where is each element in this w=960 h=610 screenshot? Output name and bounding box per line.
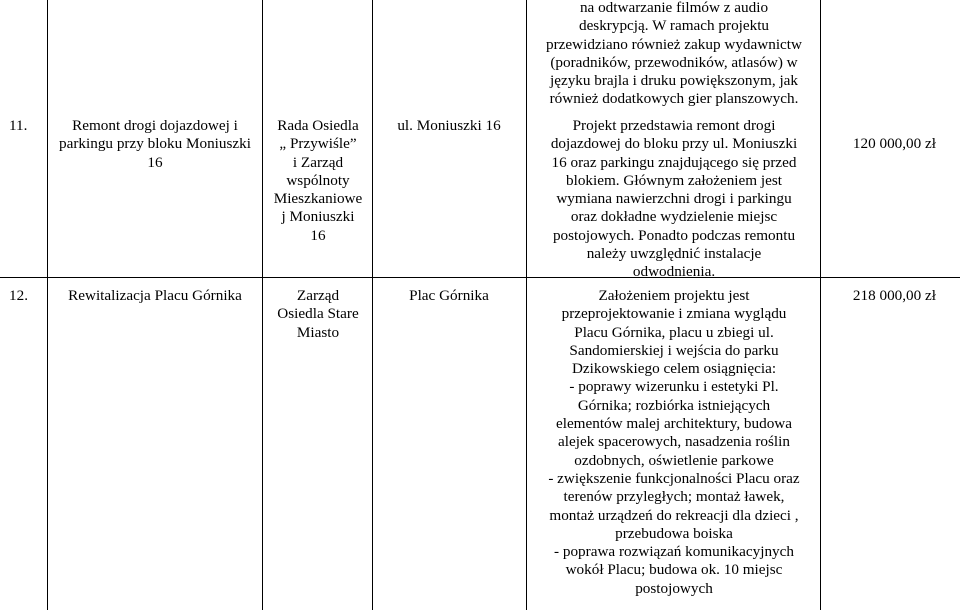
row-number: 11. bbox=[9, 117, 28, 134]
col-divider-applicant bbox=[372, 0, 373, 610]
project-description: Projekt przedstawia remont drogi dojazdowej do bloku przy ul. Moniuszki 16 oraz parkingu znajdującego się przed blokiem. Głównym założeniem jest wymiana nawierzchni drogi i parkingu oraz dokładne wydzielenie miejsc postojowych. Ponadto podczas remontu należy uwzględnić instalacje odwodnienia. bbox=[550, 117, 798, 281]
col-divider-location bbox=[526, 0, 527, 610]
project-title: Rewitalizacja Placu Górnika bbox=[68, 287, 242, 304]
applicant: Zarząd Osiedla Stare Miasto bbox=[277, 287, 359, 341]
project-cost: 120 000,00 zł bbox=[852, 135, 936, 152]
location: Plac Górnika bbox=[409, 287, 489, 304]
row-number: 12. bbox=[9, 287, 28, 304]
project-description: Założeniem projektu jest przeprojektowanie i zmiana wyglądu Placu Górnika, placu u zbiegi ul. Sandomierskiej i wejścia do parku Dzikowskiego celem osiągnięcia: - poprawy wizerunku i estetyki Pl. Górnika; rozbiórka istniejących elementów malej architektury, budowa alejek spacerowych, nasadzenia roślin ozdobnych, oświetlenie parkowe - zwiększenie funkcjonalności Placu oraz terenów przyległych; montaż ławek, montaż urządzeń do rekreacji dla dzieci , przebudowa boiska - poprawa rozwiązań komunikacyjnych wokół Placu; budowa ok. 10 miejsc postojowych bbox=[548, 287, 800, 597]
col-divider-title bbox=[262, 0, 263, 610]
applicant: Rada Osiedla „ Przywiśle” i Zarząd wspólnoty Mieszkaniowe j Moniuszki 16 bbox=[273, 117, 363, 244]
col-divider-description bbox=[820, 0, 821, 610]
project-title: Remont drogi dojazdowej i parkingu przy bloku Moniuszki 16 bbox=[59, 117, 251, 171]
location: ul. Moniuszki 16 bbox=[397, 117, 501, 134]
project-cost: 218 000,00 zł bbox=[852, 287, 936, 304]
continued-description: na odtwarzanie filmów z audio deskrypcją. W ramach projektu przewidziano również zakup wydawnictw (poradników, przewodników, atlasów) w języku brajla i druku powiększonym, jak również dodatkowych gier planszowych. bbox=[546, 0, 802, 108]
